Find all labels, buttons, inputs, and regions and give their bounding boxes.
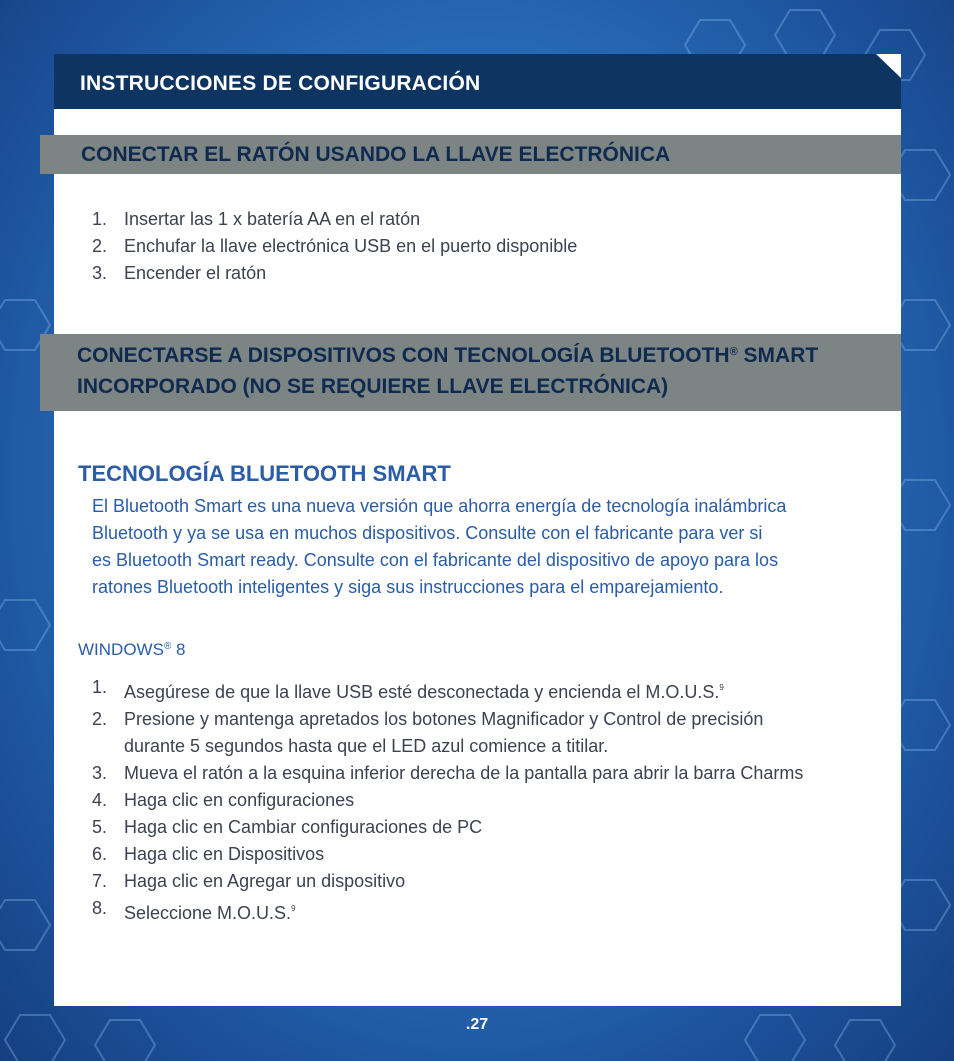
bluetooth-smart-paragraph: El Bluetooth Smart es una nueva versión que ahorra energía de tecnología inalámbrica Bluetooth y ya se usa en muchos dispositivos. Consulte con el fabricante para ver si es Bluetooth Smart ready. Consulte con el fabricante del dispositivo de apoyo para los ratones Bluetooth inteligentes y siga sus instrucciones para el emparejamiento. <box>92 496 787 597</box>
section-header-bluetooth <box>40 334 901 411</box>
section-header-dongle <box>40 135 901 174</box>
dongle-steps-list <box>92 206 577 287</box>
list-item: 6. Haga clic en Dispositivos <box>92 844 325 864</box>
windows-8-label: WINDOWS® 8 <box>78 640 186 659</box>
section-title-line-2: INCORPORADO (NO SE REQUIERE LLAVE ELECTRÓNICA) <box>77 375 669 398</box>
list-item: 1. Insertar las 1 x batería AA en el ratón <box>92 209 421 229</box>
section-title: CONECTAR EL RATÓN USANDO LA LLAVE ELECTRÓNICA <box>81 143 671 166</box>
list-item: 1. Asegúrese de que la llave USB esté desconectada y encienda el M.O.U.S.$^9$ <box>92 677 724 702</box>
list-item: 3. Encender el ratón <box>92 263 267 283</box>
list-item: 4. Haga clic en configuraciones <box>92 790 355 810</box>
section-title-line-1: CONECTARSE A DISPOSITIVOS CON TECNOLOGÍA BLUETOOTH® SMART <box>77 344 819 367</box>
list-item: 7. Haga clic en Agregar un dispositivo <box>92 871 406 891</box>
windows-steps-list <box>92 674 892 927</box>
bluetooth-smart-heading: TECNOLOGÍA BLUETOOTH SMART <box>78 461 451 486</box>
list-item: 5. Haga clic en Cambiar configuraciones de PC <box>92 817 483 837</box>
list-item: 8. Seleccione M.O.U.S.$^9$ <box>92 898 296 923</box>
list-item: 2. Enchufar la llave electrónica USB en el puerto disponible <box>92 236 578 256</box>
list-item: 3. Mueva el ratón a la esquina inferior derecha de la pantalla para abrir la barra Charms <box>92 763 804 783</box>
list-item: 2. Presione y mantenga apretados los botones Magnificador y Control de precisión durante 5 segundos hasta que el LED azul comience a titilar. <box>92 709 764 756</box>
page-title: INSTRUCCIONES DE CONFIGURACIÓN <box>80 72 481 95</box>
page-number: .27 <box>465 1016 489 1033</box>
